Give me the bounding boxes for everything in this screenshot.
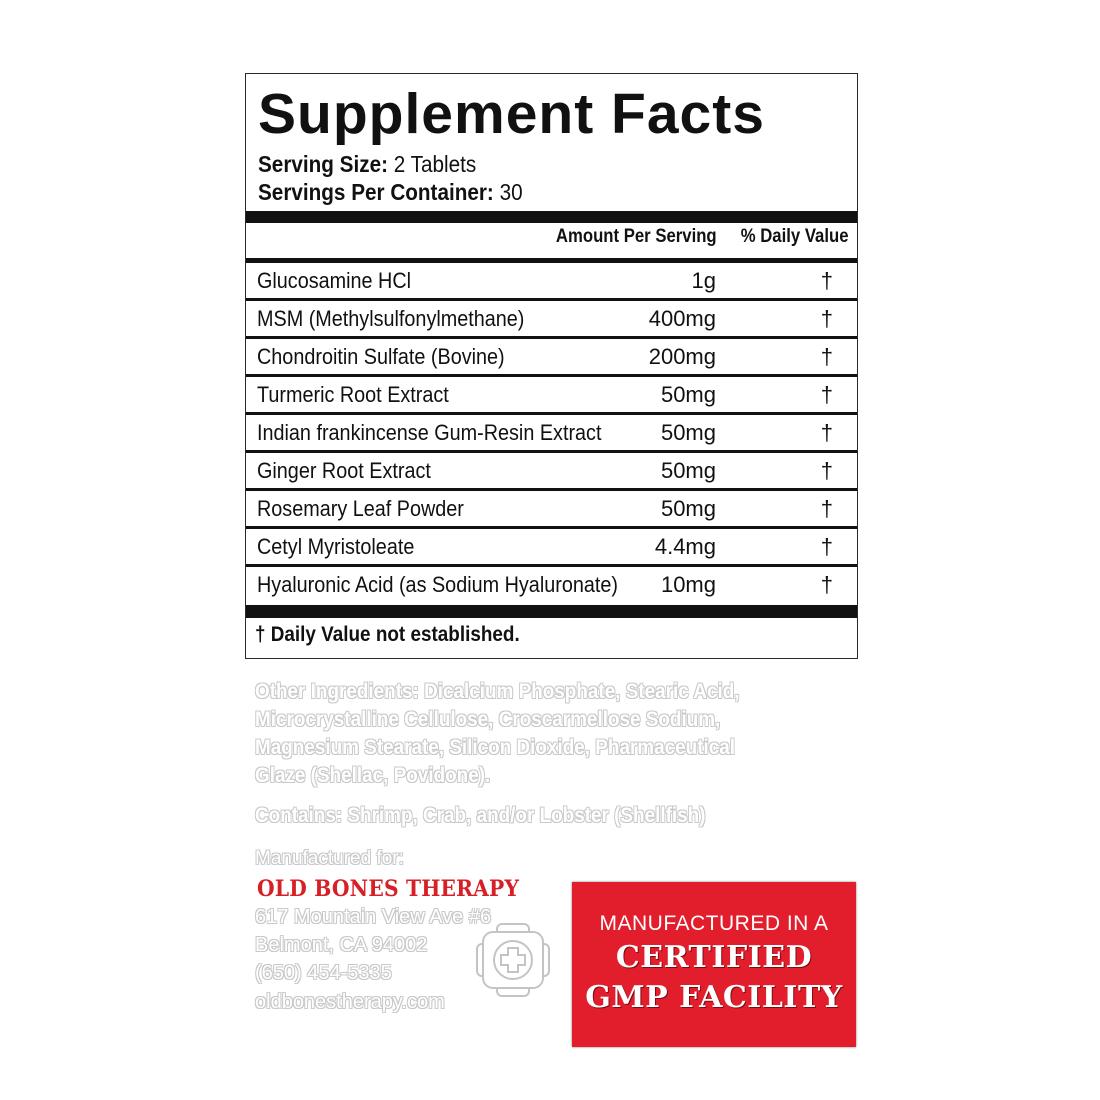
ingredient-dv: † [820, 382, 833, 407]
ingredient-name: Indian frankincense Gum-Resin Extract [257, 420, 602, 445]
website: oldbonestherapy.com [255, 991, 445, 1013]
brand-name: OLD BONES THERAPY [257, 876, 520, 902]
ingredient-dv: † [820, 496, 833, 521]
divider-thick [246, 211, 857, 223]
facts-title: Supplement Facts [258, 82, 765, 146]
ingredient-dv: † [820, 306, 833, 331]
ingredient-amount: 1g [691, 268, 716, 293]
ingredient-amount: 400mg [648, 306, 716, 331]
table-row [246, 491, 857, 529]
ingredient-name: Hyaluronic Acid (as Sodium Hyaluronate) [257, 572, 618, 597]
ingredient-dv: † [820, 458, 833, 483]
table-row [246, 529, 857, 567]
ingredient-dv: † [820, 572, 833, 597]
ingredient-amount: 10mg [660, 572, 716, 597]
ingredient-dv: † [820, 268, 833, 293]
table-row [246, 263, 857, 301]
gmp-certified-badge [572, 882, 856, 1047]
amount-header: Amount Per Serving [556, 226, 717, 247]
ingredient-amount: 50mg [660, 420, 716, 445]
ingredient-name: Cetyl Myristoleate [257, 534, 415, 559]
other-ingredients: Other Ingredients: Dicalcium Phosphate, Stearic Acid, Microcrystalline Cellulose, Croscarmellose Sodium, Magnesium Stearate, Silicon Dioxide, Pharmaceutical Glaze (Shellac, Povidone). [255, 680, 740, 787]
medical-cross-bones-icon [473, 918, 553, 1002]
badge-line-3: GMP FACILITY [585, 980, 843, 1015]
address-line-2: Belmont, CA 94002 [255, 934, 428, 956]
serving-size [258, 150, 476, 178]
badge-line-2: CERTIFIED [615, 940, 813, 975]
badge-line-1: MANUFACTURED IN A [599, 912, 829, 935]
daily-value-header: % Daily Value [741, 226, 849, 247]
ingredient-amount: 50mg [660, 458, 716, 483]
ingredient-amount: 200mg [648, 344, 716, 369]
ingredient-amount: 4.4mg [654, 534, 716, 559]
servings-per-container [258, 178, 523, 206]
allergen-statement: Contains: Shrimp, Crab, and/or Lobster (Shellfish) [255, 804, 706, 827]
address-line-1: 617 Mountain View Ave #6 [255, 906, 492, 928]
servings-per-container-value: 30 [499, 179, 523, 205]
supplement-facts-panel [245, 73, 858, 659]
table-row [246, 453, 857, 491]
ingredient-name: Ginger Root Extract [257, 458, 431, 483]
table-row [246, 377, 857, 415]
ingredient-name: Rosemary Leaf Powder [257, 496, 464, 521]
serving-size-value: 2 Tablets [393, 151, 477, 177]
ingredient-amount: 50mg [660, 496, 716, 521]
servings-per-container-label: Servings Per Container: [258, 179, 494, 205]
table-row [246, 339, 857, 377]
manufactured-for-label: Manufactured for: [255, 848, 404, 869]
ingredient-name: MSM (Methylsulfonylmethane) [257, 306, 525, 331]
ingredient-dv: † [820, 344, 833, 369]
serving-size-label: Serving Size: [258, 151, 388, 177]
table-row [246, 415, 857, 453]
table-row [246, 567, 857, 605]
ingredient-name: Turmeric Root Extract [257, 382, 449, 407]
ingredient-name: Glucosamine HCl [257, 268, 412, 293]
divider-thick-bottom [246, 605, 857, 618]
ingredient-name: Chondroitin Sulfate (Bovine) [257, 344, 505, 369]
daily-value-footnote: † Daily Value not established. [255, 623, 520, 646]
ingredient-dv: † [820, 420, 833, 445]
phone-number: (650) 454-5335 [255, 962, 392, 984]
ingredient-amount: 50mg [660, 382, 716, 407]
ingredient-dv: † [820, 534, 833, 559]
ingredient-table [246, 263, 857, 605]
table-row [246, 301, 857, 339]
